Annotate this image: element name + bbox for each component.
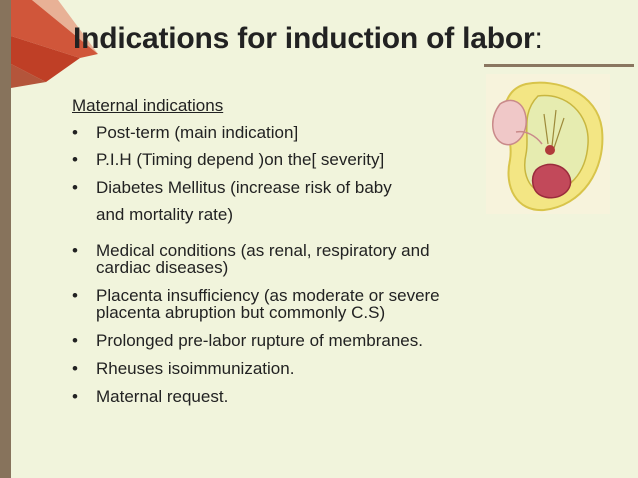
bullet: • <box>72 178 78 197</box>
bullet: • <box>72 150 78 169</box>
list-item-text: Maternal request. <box>96 387 229 406</box>
slide-title-text: Indications for induction of labor <box>73 22 535 55</box>
title-underline <box>484 64 634 67</box>
list-item-text-continued: and mortality rate) <box>96 205 233 224</box>
section-heading-maternal: Maternal indications <box>72 96 224 115</box>
list-item-text: Rheuses isoimmunization. <box>96 359 295 378</box>
bullet: • <box>72 123 78 142</box>
list-item-text: Placenta insufficiency (as moderate or severe <box>96 286 440 305</box>
bullet: • <box>72 387 78 406</box>
uterus-illustration-icon <box>486 74 610 214</box>
slide-title-colon: : <box>534 22 543 55</box>
bullet: • <box>72 331 78 350</box>
list-item-text-continued: cardiac diseases) <box>96 258 229 277</box>
list-item-text-continued: placenta abruption but commonly C.S) <box>96 303 386 322</box>
list-item-text: Post-term (main indication] <box>96 123 299 142</box>
list-item-text: Prolonged pre-labor rupture of membranes. <box>96 331 423 350</box>
bullet: • <box>72 241 78 260</box>
list-item-text: Medical conditions (as renal, respiratory and <box>96 241 430 260</box>
bullet: • <box>72 286 78 305</box>
list-item-text: P.I.H (Timing depend )on the[ severity] <box>96 150 385 169</box>
slide-title <box>73 22 543 56</box>
bullet: • <box>72 359 78 378</box>
list-item-text: Diabetes Mellitus (increase risk of baby <box>96 178 392 197</box>
